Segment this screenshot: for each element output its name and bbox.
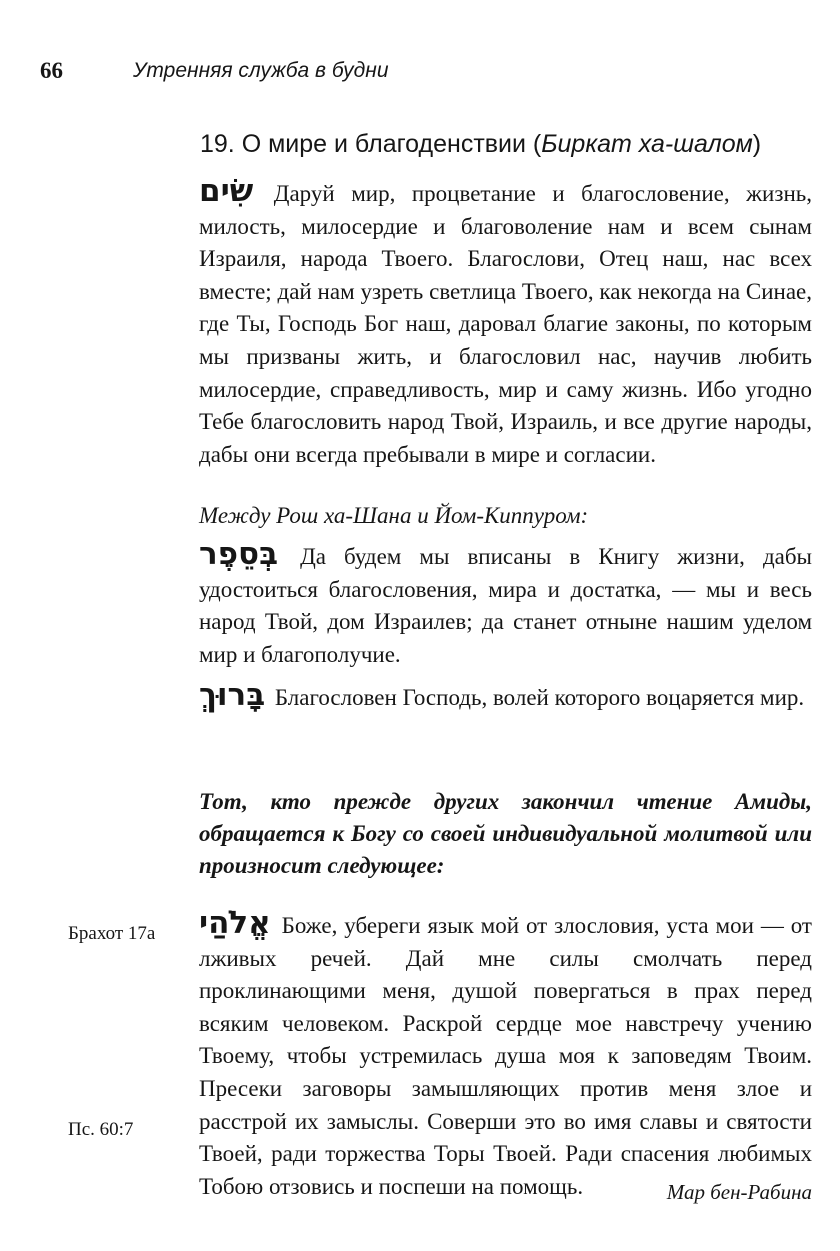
margin-reference-brachot: Брахот 17а bbox=[68, 923, 156, 944]
prayer-text: Да будем мы вписаны в Книгу жизни, дабы удостоиться благословения, мира и достатка, — мы и весь народ Твой, дом Израилев; да станет отныне нашим уделом мир и благополучие. bbox=[199, 544, 813, 667]
section-title-italic: Биркат ха-шалом bbox=[541, 130, 753, 158]
page-number: 66 bbox=[40, 58, 63, 83]
prayer-text: Даруй мир, процветание и благословение, жизнь, милость, милосердие и благоволение нам и всем сынам Израиля, народа Твоего. Благослови, Отец наш, нас всех вместе; дай нам узреть светлица Твоего, как некогда на Синае, где Ты, Господь Бог наш, даровал благие законы, по которым мы призваны жить, и благословил нас, научив любить милосердие, справедливость, мир и саму жизнь. Ибо угодно Тебе благословить народ Твой, Израиль, и все другие народы, дабы они всегда пребывали в мире и согласии. bbox=[199, 181, 812, 467]
hebrew-word-besefer: בְּסֵפֶר bbox=[199, 536, 279, 572]
prayer-elohai bbox=[199, 905, 812, 1203]
prayer-text: Боже, убереги язык мой от злословия, уста мои — от лживых речей. Дай мне силы смолчать перед проклинающими меня, душой повергаться в прах перед всяким человеком. Раскрой сердце мое навстречу учению Твоему, чтобы устремилась душа моя к заповедям Твоим. Пресеки заговоры замышляющих против меня злое и расстрой их замыслы. Соверши это во имя славы и святости Твоей, ради торжества Торы Твоей. Ради спасения любимых Тобою отзовись и поспеши на помощь. bbox=[199, 913, 812, 1199]
rubric-high-holidays: Между Рош ха-Шана и Йом-Киппуром: bbox=[199, 503, 589, 528]
prayer-text: Благословен Господь, волей которого воцаряется мир. bbox=[274, 685, 805, 710]
section-title-prefix: 19. О мире и благоденствии ( bbox=[200, 130, 542, 158]
section-title bbox=[200, 130, 761, 159]
hebrew-word-elohai: אֱלֹהַי bbox=[199, 905, 271, 941]
running-title: Утренняя служба в будни bbox=[133, 59, 389, 82]
hebrew-word-sim: שִׂים bbox=[199, 173, 254, 209]
section-title-suffix: ) bbox=[752, 130, 762, 158]
rubric-after-amidah: Тот, кто прежде других закончил чтение Амиды, обращается к Богу со своей индивидуальной молитвой или произносит следующее: bbox=[199, 789, 812, 878]
margin-reference-psalm: Пс. 60:7 bbox=[68, 1119, 134, 1140]
attribution: Мар бен-Рабина bbox=[666, 1180, 812, 1204]
prayer-sim-shalom bbox=[199, 173, 812, 471]
hebrew-word-baruch: בָּרוּךְ bbox=[199, 677, 266, 713]
prayer-besefer bbox=[199, 536, 813, 671]
prayer-baruch bbox=[199, 677, 812, 715]
